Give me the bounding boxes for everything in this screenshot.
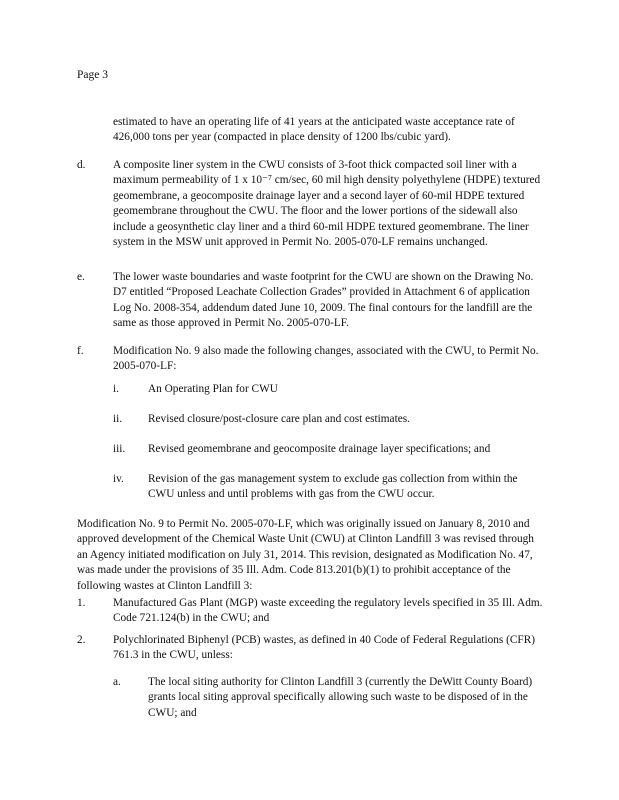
item-f-label: f. [77, 345, 84, 357]
page-header: Page 3 [77, 69, 108, 81]
subitem-iv-label: iv. [113, 473, 124, 485]
subitem-ii-label: ii. [113, 413, 123, 425]
paragraph-continuation: estimated to have an operating life of 41 years at the anticipated waste acceptance rate of 426,000 tons per year (compacted in place density of 1200 lbs/cubic yard). [113, 116, 515, 144]
item-2-text: Polychlorinated Biphenyl (PCB) wastes, as defined in 40 Code of Federal Regulations (CFR) 761.3 in the CWU, unless: [113, 634, 536, 662]
modification-paragraph: Modification No. 9 to Permit No. 2005-070-LF, which was originally issued on January 8, 2010 and approved development of the Chemical Waste Unit (CWU) at Clinton Landfill 3 was revised through an Agency initiated modification on July 31, 2014. This revision, designated as Modification No. 47, was made under the provisions of 35 Ill. Adm. Code 813.201(b)(1) to prohibit acceptance of the following wastes at Clinton Landfill 3: [77, 518, 534, 592]
item-d-label: d. [77, 159, 86, 171]
item-f-text: Modification No. 9 also made the following changes, associated with the CWU, to Permit No. 2005-070-LF: [113, 345, 539, 373]
subitem-iv-text: Revision of the gas management system to exclude gas collection from within the CWU unless and until problems with gas from the CWU occur. [148, 473, 518, 501]
item-2a-text: The local siting authority for Clinton Landfill 3 (currently the DeWitt County Board) grants local siting approval specifically allowing such waste to be disposed of in the CWU; and [148, 676, 533, 719]
item-1-text: Manufactured Gas Plant (MGP) waste exceeding the regulatory levels specified in 35 Ill. Adm. Code 721.124(b) in the CWU; and [113, 597, 543, 625]
item-1-label: 1. [77, 597, 86, 609]
item-d-text: A composite liner system in the CWU consists of 3-foot thick compacted soil liner with a maximum permeability of 1 x 10⁻⁷ cm/sec, 60 mil high density polyethylene (HDPE) textured geomembrane, a geocomposite drainage layer and a second layer of 60-mil HDPE textured geomembrane throughout the CWU. The floor and the lower portions of the sidewall also include a geosynthetic clay liner and a third 60-mil HDPE textured geomembrane. The liner system in the MSW unit approved in Permit No. 2005-070-LF remains unchanged. [113, 159, 541, 249]
item-e-text: The lower waste boundaries and waste footprint for the CWU are shown on the Drawing No. D7 entitled “Proposed Leachate Collection Grades” provided in Attachment 6 of application Log No. 2008-354, addendum dated June 10, 2009. The final contours for the landfill are the same as those approved in Permit No. 2005-070-LF. [113, 271, 534, 330]
subitem-iii-label: iii. [113, 443, 126, 455]
item-e-label: e. [77, 271, 85, 283]
subitem-i-text: An Operating Plan for CWU [148, 383, 278, 395]
subitem-ii-text: Revised closure/post-closure care plan and cost estimates. [148, 413, 410, 425]
item-2a-label: a. [113, 676, 121, 688]
item-2-label: 2. [77, 634, 86, 646]
subitem-i-label: i. [113, 383, 119, 395]
subitem-iii-text: Revised geomembrane and geocomposite drainage layer specifications; and [148, 443, 491, 455]
